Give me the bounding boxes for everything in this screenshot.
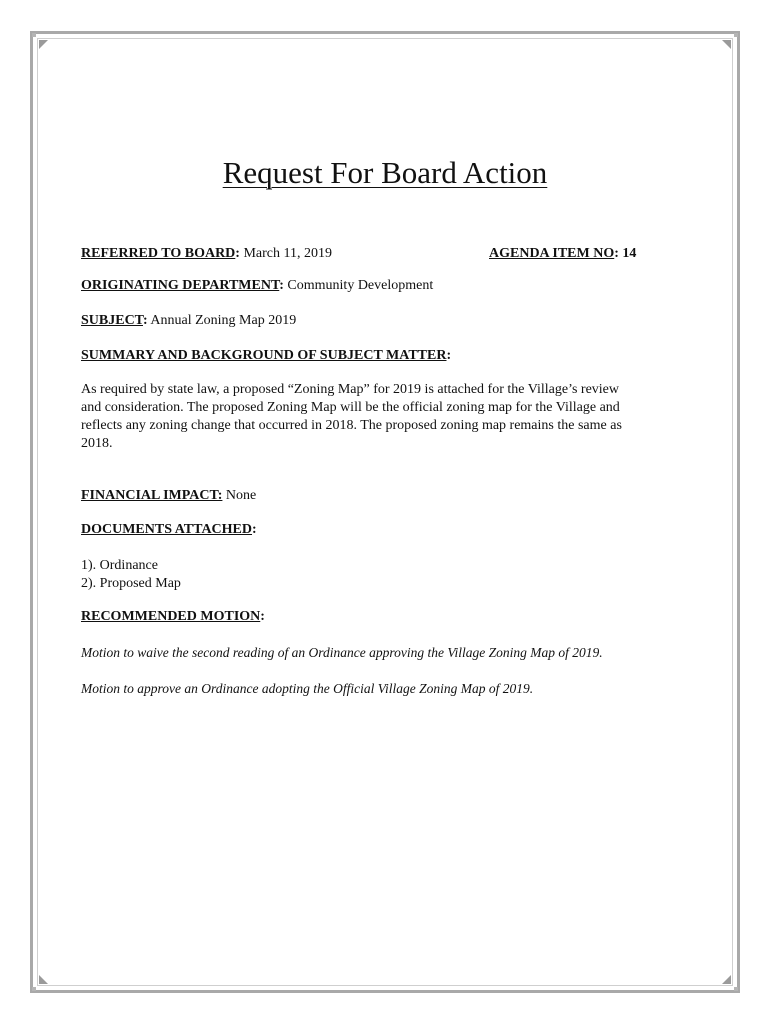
- documents-label: DOCUMENTS ATTACHED: [81, 522, 253, 537]
- subject-label: SUBJECT: [81, 313, 143, 328]
- corner-ornament-icon: [39, 40, 48, 49]
- summary-heading: [81, 347, 681, 365]
- financial-row: [81, 487, 681, 505]
- department-row: [81, 277, 681, 295]
- frame-dot: [32, 987, 36, 991]
- motion-item: Motion to waive the second reading of an Ordinance approving the Village Zoning Map of 2019.: [81, 645, 603, 660]
- agenda-label: AGENDA ITEM NO: [489, 246, 615, 261]
- motion-heading: [81, 608, 681, 626]
- agenda-item: [489, 245, 636, 263]
- summary-label: SUMMARY AND BACKGROUND OF SUBJECT MATTER: [81, 348, 447, 363]
- agenda-value: 14: [622, 246, 637, 261]
- subject-value: Annual Zoning Map 2019: [150, 313, 297, 328]
- frame-dot: [734, 33, 738, 37]
- referred-label: REFERRED TO BOARD: [81, 246, 236, 261]
- colon: :: [260, 609, 265, 624]
- summary-line: reflects any zoning change that occurred in 2018. The proposed zoning map remains the same as: [81, 418, 622, 433]
- financial-label: FINANCIAL IMPACT:: [81, 488, 223, 503]
- colon: :: [279, 278, 284, 293]
- documents-heading: [81, 521, 681, 539]
- subject-row: [81, 312, 681, 330]
- summary-line: As required by state law, a proposed “Zoning Map” for 2019 is attached for the Village’s review: [81, 382, 619, 397]
- list-item: 2). Proposed Map: [81, 576, 181, 591]
- colon: :: [446, 348, 452, 363]
- document-title: Request For Board Action: [222, 155, 548, 190]
- referred-row: [81, 245, 681, 263]
- corner-ornament-icon: [39, 975, 48, 984]
- colon: :: [142, 313, 148, 328]
- corner-ornament-icon: [722, 975, 731, 984]
- department-label: ORIGINATING DEPARTMENT: [81, 278, 280, 293]
- department-value: Community Development: [287, 278, 434, 293]
- list-item: 1). Ordinance: [81, 558, 158, 573]
- frame-dot: [32, 33, 36, 37]
- colon: :: [614, 246, 619, 261]
- referred-value: March 11, 2019: [243, 246, 332, 261]
- corner-ornament-icon: [722, 40, 731, 49]
- documents-list: [81, 557, 681, 593]
- colon: :: [235, 246, 240, 261]
- motion-item: Motion to approve an Ordinance adopting the Official Village Zoning Map of 2019.: [81, 681, 534, 696]
- financial-value: None: [225, 488, 257, 503]
- frame-dot: [734, 987, 738, 991]
- summary-line: 2018.: [81, 436, 113, 451]
- summary-line: and consideration. The proposed Zoning Map will be the official zoning map for the Village and: [81, 400, 620, 415]
- colon: :: [252, 522, 257, 537]
- motion-label: RECOMMENDED MOTION: [81, 609, 261, 624]
- summary-paragraph: [81, 381, 681, 453]
